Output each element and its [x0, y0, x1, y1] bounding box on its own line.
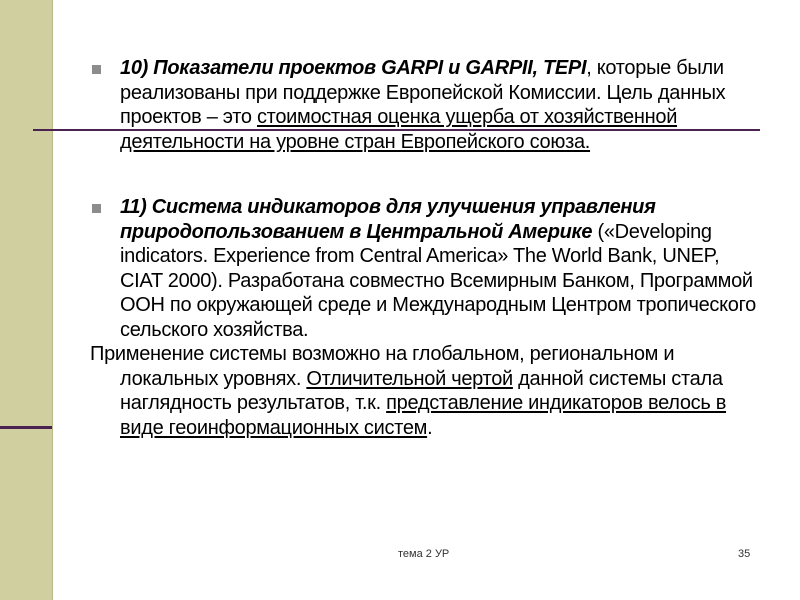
footer-topic: тема 2 УР: [398, 548, 450, 560]
side-divider-line: [0, 426, 52, 429]
underlined-phrase: Отличительной чертой: [306, 367, 513, 390]
paragraph-text: Применение системы возможно на глобальном, региональном и локальных уровнях.: [90, 343, 675, 390]
application-paragraph: [90, 342, 762, 440]
underlined-phrase: стоимостная оценка ущерба от хозяйственной деятельности на уровне стран Европейского союза.: [120, 106, 678, 153]
slide-content: [90, 56, 762, 440]
square-bullet-icon: [92, 65, 101, 74]
side-band: [0, 0, 53, 600]
bullet-title: 10) Показатели проектов GARPI и GARPII, TEPI: [120, 57, 587, 79]
paragraph-text: .: [427, 416, 433, 439]
paragraph-text: данной системы стала наглядность результатов, т.к.: [120, 367, 723, 414]
bullet-text: которые были реализованы при поддержке Европейской Комиссии. Цель данных проектов – это: [120, 57, 726, 128]
bullet-item-garpi: [90, 56, 762, 154]
bullet-comma: ,: [586, 57, 592, 79]
underlined-phrase: представление индикаторов велось в виде геоинформационных систем: [120, 392, 727, 439]
square-bullet-icon: [92, 204, 101, 213]
bullet-text: («Developing indicators. Experience from Central America» The World Bank, UNEP, CIAT 2000). Разработана совместно Всемирным Банком, Программой ООН по окружающей среде и Международным Центром тропического сельского хозяйства.: [120, 220, 756, 341]
spacer: [90, 154, 762, 195]
page-number: 35: [738, 548, 751, 560]
bullet-item-indicators: [90, 195, 762, 342]
bullet-title: 11) Система индикаторов для улучшения управления природопользованием в Центральной Америке: [120, 196, 656, 243]
